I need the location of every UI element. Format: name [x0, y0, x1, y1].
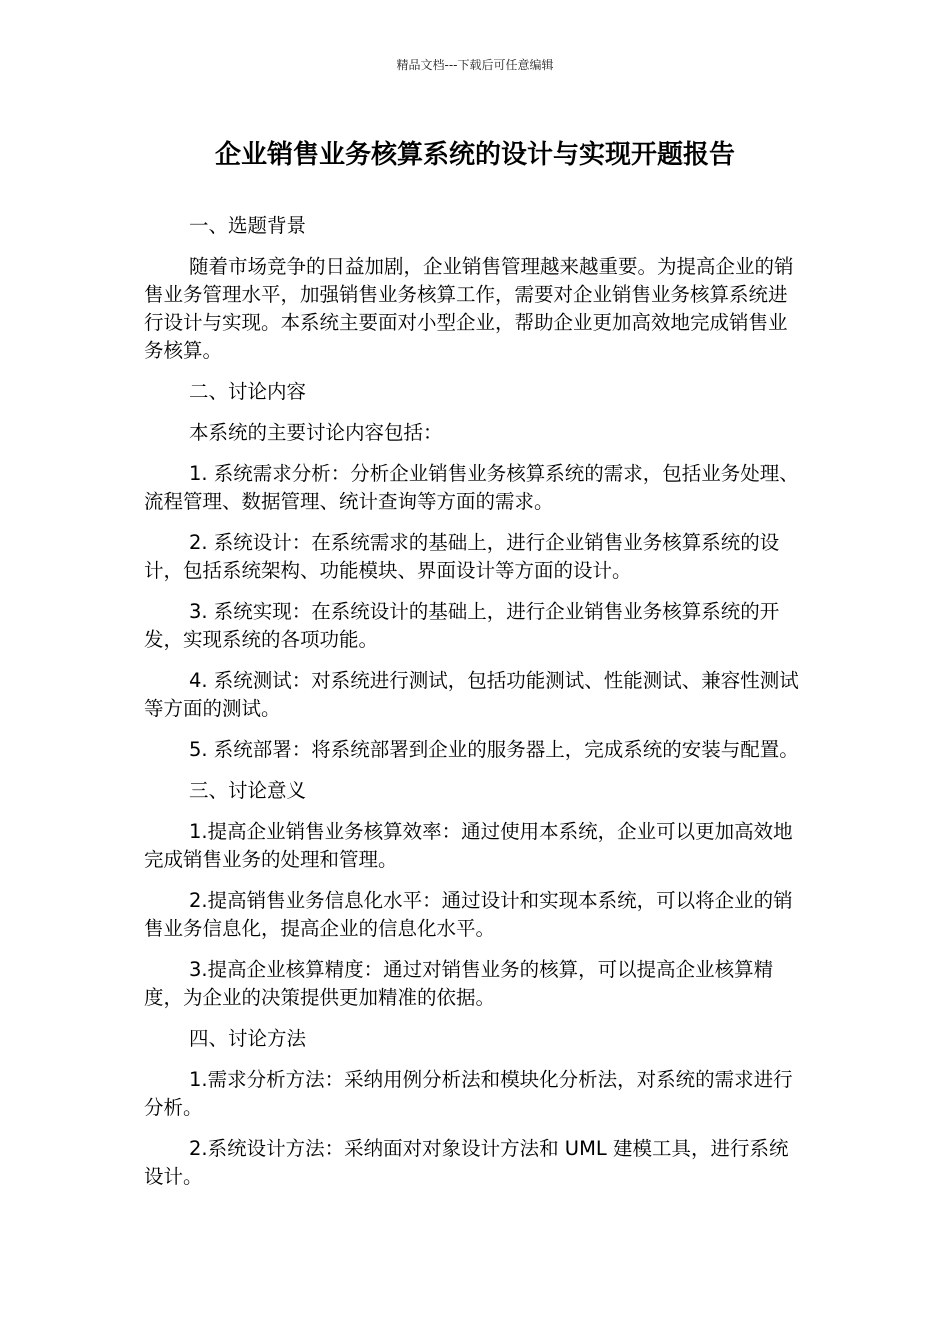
list-item-testing: 4. 系统测试：对系统进行测试，包括功能测试、性能测试、兼容性测试等方面的测试。: [144, 669, 799, 720]
list-item-design-method: 2.系统设计方法：采纳面对对象设计方法和 UML 建模工具，进行系统设计。: [144, 1137, 789, 1188]
section-heading-content: 二、讨论内容: [189, 380, 307, 403]
paragraph-content-intro: 本系统的主要讨论内容包括：: [189, 421, 443, 444]
list-item-design: 2. 系统设计：在系统需求的基础上，进行企业销售业务核算系统的设计，包括系统架构、功能模块、界面设计等方面的设计。: [144, 531, 780, 582]
document-title: 企业销售业务核算系统的设计与实现开题报告: [214, 140, 735, 170]
header-note: 精品文档---下载后可任意编辑: [396, 58, 554, 72]
section-heading-significance: 三、讨论意义: [189, 779, 307, 802]
paragraph-background: 随着市场竞争的日益加剧，企业销售管理越来越重要。为提高企业的销售业务管理水平，加强销售业务核算工作，需要对企业销售业务核算系统进行设计与实现。本系统主要面对小型企业，帮助企业更加高效地完成销售业务核算。: [144, 255, 794, 362]
list-item-informatization: 2.提高销售业务信息化水平：通过设计和实现本系统，可以将企业的销售业务信息化，提高企业的信息化水平。: [144, 889, 793, 940]
list-item-efficiency: 1.提高企业销售业务核算效率：通过使用本系统，企业可以更加高效地完成销售业务的处理和管理。: [144, 820, 793, 871]
list-item-requirements: 1. 系统需求分析：分析企业销售业务核算系统的需求，包括业务处理、流程管理、数据管理、统计查询等方面的需求。: [144, 462, 799, 513]
list-item-deployment: 5. 系统部署：将系统部署到企业的服务器上，完成系统的安装与配置。: [189, 738, 799, 761]
list-item-implementation: 3. 系统实现：在系统设计的基础上，进行企业销售业务核算系统的开发，实现系统的各项功能。: [144, 600, 780, 651]
section-heading-background: 一、选题背景: [189, 214, 307, 237]
document-body: [144, 212, 804, 1204]
list-item-analysis-method: 1.需求分析方法：采纳用例分析法和模块化分析法，对系统的需求进行分析。: [144, 1068, 793, 1119]
list-item-accuracy: 3.提高企业核算精度：通过对销售业务的核算，可以提高企业核算精度，为企业的决策提供更加精准的依据。: [144, 958, 774, 1009]
section-heading-methods: 四、讨论方法: [189, 1027, 307, 1050]
